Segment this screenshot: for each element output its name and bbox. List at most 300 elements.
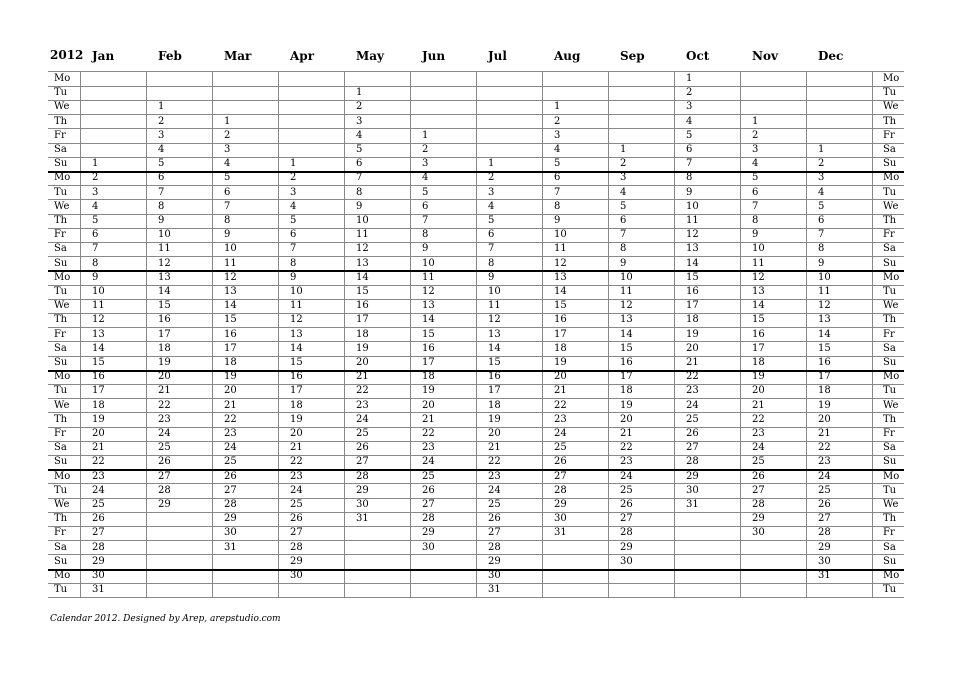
day-cell: 26	[554, 456, 567, 468]
day-cell: 22	[92, 456, 105, 468]
day-cell: 8	[686, 172, 693, 184]
day-cell: 22	[554, 399, 567, 411]
day-cell: 6	[92, 229, 99, 241]
day-cell: 22	[290, 456, 303, 468]
day-cell: 26	[752, 470, 765, 482]
month-header-sep: Sep	[620, 49, 645, 63]
day-cell: 8	[488, 257, 495, 269]
column-divider	[608, 71, 609, 598]
day-cell: 4	[752, 158, 759, 170]
weekday-label-left: Mo	[54, 271, 71, 283]
day-cell: 30	[422, 541, 435, 553]
month-header-jan: Jan	[92, 49, 115, 63]
day-cell: 5	[752, 172, 759, 184]
day-cell: 18	[422, 371, 435, 383]
row-divider	[48, 100, 904, 101]
day-cell: 3	[554, 129, 561, 141]
day-cell: 28	[752, 499, 765, 510]
day-cell: 19	[158, 357, 171, 368]
day-cell: 28	[686, 456, 699, 468]
day-cell: 3	[92, 186, 99, 198]
day-cell: 27	[554, 470, 567, 482]
day-cell: 15	[818, 342, 831, 354]
day-cell: 26	[422, 484, 435, 496]
day-cell: 14	[422, 314, 435, 326]
weekday-label-right: Tu	[883, 584, 897, 596]
day-cell: 1	[158, 101, 165, 113]
day-cell: 6	[818, 215, 825, 226]
day-cell: 11	[224, 257, 237, 269]
day-cell: 29	[620, 541, 633, 553]
day-cell: 11	[752, 257, 765, 269]
day-cell: 4	[554, 144, 561, 155]
day-cell: 3	[620, 172, 627, 184]
day-cell: 2	[818, 158, 825, 170]
day-cell: 21	[158, 385, 171, 397]
weekday-label-right: Fr	[883, 328, 895, 340]
day-cell: 28	[92, 541, 105, 553]
day-cell: 23	[752, 428, 765, 439]
day-cell: 20	[92, 428, 105, 439]
day-cell: 16	[158, 314, 171, 326]
day-cell: 29	[488, 555, 501, 567]
column-divider	[212, 71, 213, 598]
day-cell: 2	[422, 144, 429, 155]
day-cell: 28	[818, 527, 831, 539]
weekday-label-right: Su	[883, 158, 897, 170]
day-cell: 31	[488, 584, 501, 596]
day-cell: 30	[488, 570, 501, 581]
day-cell: 14	[488, 342, 501, 354]
weekday-label-right: Su	[883, 555, 897, 567]
day-cell: 26	[92, 513, 105, 525]
row-divider	[48, 313, 904, 314]
weekday-label-right: Sa	[883, 144, 896, 155]
row-divider	[48, 299, 904, 300]
day-cell: 21	[356, 371, 369, 383]
day-cell: 16	[620, 357, 633, 368]
day-cell: 1	[422, 129, 429, 141]
day-cell: 8	[818, 243, 825, 255]
day-cell: 14	[290, 342, 303, 354]
day-cell: 2	[488, 172, 495, 184]
day-cell: 29	[686, 470, 699, 482]
day-cell: 1	[290, 158, 297, 170]
row-divider	[48, 427, 904, 428]
day-cell: 11	[92, 300, 105, 312]
day-cell: 12	[356, 243, 369, 255]
day-cell: 9	[422, 243, 429, 255]
row-divider	[48, 526, 904, 527]
year-label: 2012	[50, 48, 84, 62]
day-cell: 23	[356, 399, 369, 411]
day-cell: 12	[92, 314, 105, 326]
day-cell: 18	[92, 399, 105, 411]
day-cell: 10	[92, 286, 105, 297]
day-cell: 19	[752, 371, 765, 383]
day-cell: 23	[290, 470, 303, 482]
day-cell: 21	[752, 399, 765, 411]
day-cell: 17	[290, 385, 303, 397]
day-cell: 28	[620, 527, 633, 539]
day-cell: 7	[422, 215, 429, 226]
day-cell: 6	[422, 200, 429, 212]
month-header-nov: Nov	[752, 49, 778, 63]
day-cell: 24	[818, 470, 831, 482]
day-cell: 19	[488, 413, 501, 425]
day-cell: 1	[686, 73, 693, 84]
weekday-label-left: Tu	[54, 385, 68, 397]
day-cell: 12	[554, 257, 567, 269]
day-cell: 27	[752, 484, 765, 496]
day-cell: 10	[488, 286, 501, 297]
day-cell: 23	[158, 413, 171, 425]
day-cell: 29	[92, 555, 105, 567]
day-cell: 25	[554, 442, 567, 454]
day-cell: 15	[158, 300, 171, 312]
day-cell: 31	[554, 527, 567, 539]
day-cell: 5	[92, 215, 99, 226]
day-cell: 8	[224, 215, 231, 226]
day-cell: 15	[752, 314, 765, 326]
day-cell: 7	[92, 243, 99, 255]
day-cell: 16	[752, 328, 765, 340]
day-cell: 6	[356, 158, 363, 170]
day-cell: 10	[818, 271, 831, 283]
row-divider	[48, 540, 904, 541]
day-cell: 13	[620, 314, 633, 326]
day-cell: 29	[158, 499, 171, 510]
day-cell: 14	[752, 300, 765, 312]
column-divider	[278, 71, 279, 598]
day-cell: 7	[818, 229, 825, 241]
day-cell: 16	[356, 300, 369, 312]
weekday-label-left: We	[54, 399, 70, 411]
weekday-label-left: Fr	[54, 229, 66, 241]
day-cell: 24	[224, 442, 237, 454]
row-divider	[48, 199, 904, 200]
day-cell: 4	[422, 172, 429, 184]
day-cell: 25	[356, 428, 369, 439]
day-cell: 31	[224, 541, 237, 553]
day-cell: 20	[158, 371, 171, 383]
day-cell: 15	[620, 342, 633, 354]
day-cell: 22	[488, 456, 501, 468]
day-cell: 6	[620, 215, 627, 226]
weekday-label-left: Su	[54, 456, 68, 468]
day-cell: 18	[752, 357, 765, 368]
day-cell: 13	[290, 328, 303, 340]
day-cell: 1	[818, 144, 825, 155]
day-cell: 19	[356, 342, 369, 354]
day-cell: 5	[356, 144, 363, 155]
weekday-label-right: Th	[883, 115, 897, 127]
week-divider	[48, 569, 904, 571]
weekday-label-left: Su	[54, 555, 68, 567]
day-cell: 21	[686, 357, 699, 368]
day-cell: 24	[554, 428, 567, 439]
day-cell: 14	[356, 271, 369, 283]
day-cell: 18	[554, 342, 567, 354]
weekday-label-right: We	[883, 399, 899, 411]
day-cell: 20	[686, 342, 699, 354]
weekday-label-right: Tu	[883, 286, 897, 297]
day-cell: 24	[752, 442, 765, 454]
day-cell: 26	[356, 442, 369, 454]
day-cell: 13	[752, 286, 765, 297]
day-cell: 8	[620, 243, 627, 255]
day-cell: 7	[224, 200, 231, 212]
column-divider	[80, 71, 81, 598]
day-cell: 20	[818, 413, 831, 425]
weekday-label-right: Fr	[883, 527, 895, 539]
day-cell: 17	[488, 385, 501, 397]
weekday-label-left: Sa	[54, 243, 67, 255]
row-divider	[48, 498, 904, 499]
day-cell: 23	[92, 470, 105, 482]
weekday-label-right: Sa	[883, 541, 896, 553]
day-cell: 17	[620, 371, 633, 383]
weekday-label-left: Mo	[54, 73, 71, 84]
day-cell: 9	[224, 229, 231, 241]
day-cell: 15	[356, 286, 369, 297]
day-cell: 29	[224, 513, 237, 525]
day-cell: 25	[290, 499, 303, 510]
day-cell: 30	[92, 570, 105, 581]
day-cell: 29	[356, 484, 369, 496]
day-cell: 24	[158, 428, 171, 439]
row-divider	[48, 128, 904, 129]
day-cell: 7	[488, 243, 495, 255]
row-divider	[48, 455, 904, 456]
day-cell: 7	[356, 172, 363, 184]
day-cell: 29	[554, 499, 567, 510]
day-cell: 15	[92, 357, 105, 368]
row-divider	[48, 285, 904, 286]
day-cell: 24	[422, 456, 435, 468]
day-cell: 8	[356, 186, 363, 198]
month-header-aug: Aug	[554, 49, 581, 63]
weekday-label-right: Tu	[883, 87, 897, 99]
day-cell: 1	[620, 144, 627, 155]
day-cell: 5	[422, 186, 429, 198]
day-cell: 4	[92, 200, 99, 212]
day-cell: 4	[290, 200, 297, 212]
weekday-label-left: Sa	[54, 541, 67, 553]
day-cell: 9	[818, 257, 825, 269]
day-cell: 14	[224, 300, 237, 312]
day-cell: 5	[554, 158, 561, 170]
day-cell: 24	[290, 484, 303, 496]
weekday-label-left: Su	[54, 357, 68, 368]
day-cell: 25	[92, 499, 105, 510]
day-cell: 16	[290, 371, 303, 383]
weekday-label-right: Fr	[883, 428, 895, 439]
month-header-dec: Dec	[818, 49, 844, 63]
day-cell: 17	[554, 328, 567, 340]
weekday-label-right: Th	[883, 413, 897, 425]
day-cell: 13	[686, 243, 699, 255]
weekday-label-right: We	[883, 300, 899, 312]
day-cell: 6	[488, 229, 495, 241]
day-cell: 18	[818, 385, 831, 397]
day-cell: 9	[686, 186, 693, 198]
day-cell: 9	[158, 215, 165, 226]
day-cell: 5	[290, 215, 297, 226]
day-cell: 5	[620, 200, 627, 212]
row-divider	[48, 583, 904, 584]
day-cell: 11	[158, 243, 171, 255]
day-cell: 6	[158, 172, 165, 184]
weekday-label-left: Th	[54, 413, 68, 425]
day-cell: 21	[554, 385, 567, 397]
day-cell: 9	[554, 215, 561, 226]
day-cell: 17	[422, 357, 435, 368]
day-cell: 8	[554, 200, 561, 212]
day-cell: 13	[356, 257, 369, 269]
weekday-label-left: Mo	[54, 172, 71, 184]
day-cell: 28	[356, 470, 369, 482]
day-cell: 2	[620, 158, 627, 170]
day-cell: 27	[620, 513, 633, 525]
day-cell: 7	[290, 243, 297, 255]
day-cell: 17	[818, 371, 831, 383]
day-cell: 15	[686, 271, 699, 283]
column-divider	[674, 71, 675, 598]
day-cell: 4	[488, 200, 495, 212]
day-cell: 17	[686, 300, 699, 312]
day-cell: 2	[356, 101, 363, 113]
day-cell: 4	[620, 186, 627, 198]
day-cell: 13	[488, 328, 501, 340]
day-cell: 26	[620, 499, 633, 510]
week-divider	[48, 370, 904, 372]
day-cell: 29	[818, 541, 831, 553]
weekday-label-right: Su	[883, 357, 897, 368]
weekday-label-left: We	[54, 200, 70, 212]
day-cell: 4	[818, 186, 825, 198]
day-cell: 16	[818, 357, 831, 368]
day-cell: 26	[224, 470, 237, 482]
day-cell: 16	[422, 342, 435, 354]
day-cell: 7	[752, 200, 759, 212]
row-divider	[48, 256, 904, 257]
weekday-label-right: Fr	[883, 129, 895, 141]
row-divider	[48, 114, 904, 115]
day-cell: 11	[620, 286, 633, 297]
week-divider	[48, 469, 904, 471]
weekday-label-right: Mo	[883, 73, 900, 84]
weekday-label-left: Th	[54, 115, 68, 127]
day-cell: 19	[686, 328, 699, 340]
weekday-label-left: Tu	[54, 584, 68, 596]
day-cell: 31	[356, 513, 369, 525]
weekday-label-right: Tu	[883, 385, 897, 397]
weekday-label-right: Mo	[883, 271, 900, 283]
day-cell: 4	[158, 144, 165, 155]
day-cell: 19	[818, 399, 831, 411]
weekday-label-left: We	[54, 499, 70, 510]
day-cell: 13	[818, 314, 831, 326]
day-cell: 2	[554, 115, 561, 127]
weekday-label-right: Th	[883, 215, 897, 226]
day-cell: 22	[356, 385, 369, 397]
day-cell: 2	[224, 129, 231, 141]
day-cell: 27	[224, 484, 237, 496]
day-cell: 19	[422, 385, 435, 397]
day-cell: 10	[554, 229, 567, 241]
day-cell: 17	[356, 314, 369, 326]
day-cell: 12	[290, 314, 303, 326]
day-cell: 25	[488, 499, 501, 510]
weekday-label-right: Mo	[883, 570, 900, 581]
day-cell: 17	[752, 342, 765, 354]
day-cell: 24	[620, 470, 633, 482]
weekday-label-left: Sa	[54, 342, 67, 354]
day-cell: 30	[752, 527, 765, 539]
day-cell: 22	[752, 413, 765, 425]
day-cell: 20	[356, 357, 369, 368]
day-cell: 5	[224, 172, 231, 184]
day-cell: 13	[422, 300, 435, 312]
day-cell: 21	[224, 399, 237, 411]
day-cell: 9	[488, 271, 495, 283]
day-cell: 28	[488, 541, 501, 553]
weekday-label-right: Th	[883, 314, 897, 326]
day-cell: 12	[224, 271, 237, 283]
weekday-label-left: Tu	[54, 484, 68, 496]
day-cell: 9	[92, 271, 99, 283]
day-cell: 19	[620, 399, 633, 411]
row-divider	[48, 356, 904, 357]
day-cell: 7	[158, 186, 165, 198]
day-cell: 11	[356, 229, 369, 241]
day-cell: 19	[290, 413, 303, 425]
day-cell: 18	[356, 328, 369, 340]
day-cell: 9	[752, 229, 759, 241]
day-cell: 5	[686, 129, 693, 141]
column-divider	[146, 71, 147, 598]
day-cell: 13	[224, 286, 237, 297]
day-cell: 11	[554, 243, 567, 255]
day-cell: 12	[818, 300, 831, 312]
month-header-apr: Apr	[290, 49, 315, 63]
day-cell: 11	[422, 271, 435, 283]
day-cell: 5	[818, 200, 825, 212]
day-cell: 11	[818, 286, 831, 297]
day-cell: 16	[92, 371, 105, 383]
day-cell: 2	[92, 172, 99, 184]
weekday-label-left: Mo	[54, 371, 71, 383]
row-divider	[48, 157, 904, 158]
day-cell: 12	[422, 286, 435, 297]
day-cell: 24	[488, 484, 501, 496]
day-cell: 16	[554, 314, 567, 326]
day-cell: 1	[224, 115, 231, 127]
day-cell: 25	[158, 442, 171, 454]
weekday-label-left: Tu	[54, 286, 68, 297]
day-cell: 17	[92, 385, 105, 397]
week-divider	[48, 270, 904, 272]
day-cell: 29	[752, 513, 765, 525]
day-cell: 22	[620, 442, 633, 454]
day-cell: 1	[356, 87, 363, 99]
weekday-label-right: Sa	[883, 442, 896, 454]
weekday-label-left: Th	[54, 215, 68, 226]
day-cell: 7	[620, 229, 627, 241]
day-cell: 16	[488, 371, 501, 383]
day-cell: 13	[92, 328, 105, 340]
